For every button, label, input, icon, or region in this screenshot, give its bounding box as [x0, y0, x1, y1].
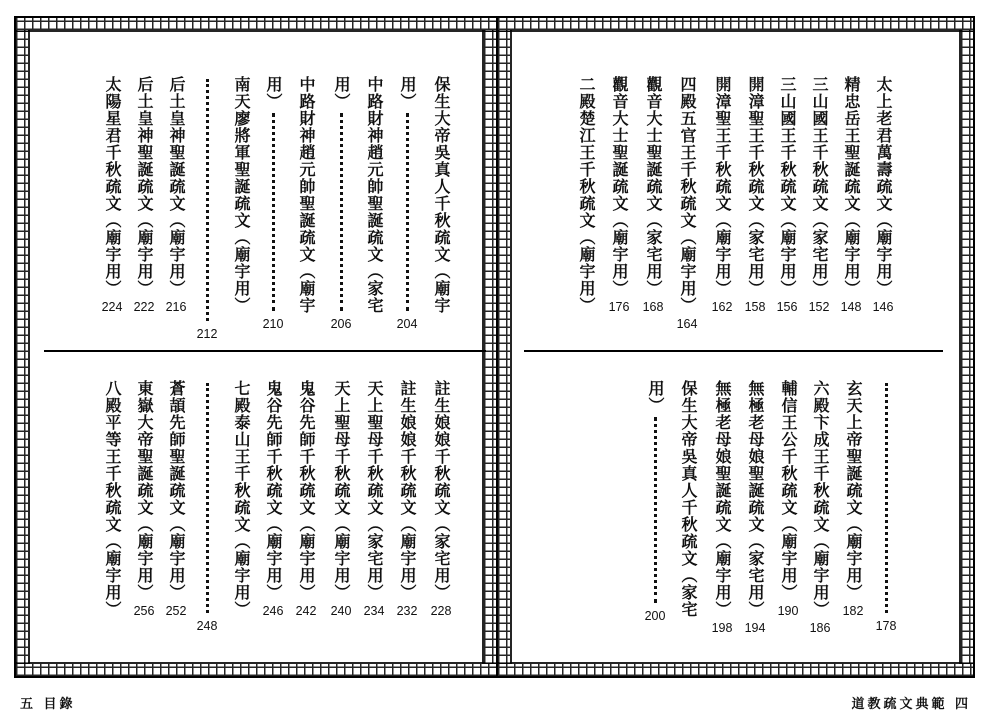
toc-page-number: 158	[744, 300, 766, 314]
toc-entry-title: 用）	[646, 380, 665, 414]
toc-page-number: 168	[642, 300, 664, 314]
toc-entry-title: 天上聖母千秋疏文（家宅用）	[365, 380, 384, 601]
toc-entry	[230, 380, 252, 618]
toc-page-number: 164	[676, 317, 698, 331]
right-page	[496, 16, 975, 678]
toc-page-number: 146	[872, 300, 894, 314]
toc-entry	[809, 380, 831, 635]
toc-page-number: 252	[165, 604, 187, 618]
toc-entry-title: 蒼頡先師聖誕疏文（廟宇用）	[167, 380, 186, 601]
fret-border-bottom	[16, 662, 496, 676]
toc-entry	[711, 76, 733, 314]
toc-entry-title: 后土皇神聖誕疏文（廟宇用）	[167, 76, 186, 297]
toc-page-number: 200	[644, 609, 666, 623]
toc-entry-title: 保生大帝吳真人千秋疏文（家宅	[679, 380, 698, 618]
toc-entry-title: 用）	[332, 76, 351, 110]
toc-entry-title: 中路財神趙元帥聖誕疏文（廟宇	[297, 76, 316, 314]
folio-left: 五 目錄	[20, 697, 76, 712]
toc-entry-title: 觀音大士聖誕疏文（家宅用）	[644, 76, 663, 297]
toc-page-number: 198	[711, 621, 733, 635]
toc-page-number: 182	[842, 604, 864, 618]
toc-entry-title: 用）	[264, 76, 283, 110]
dot-leader	[885, 383, 888, 613]
toc-entry-title: 用）	[398, 76, 417, 110]
fret-border-top	[16, 18, 496, 32]
fret-border-right	[482, 30, 496, 664]
toc-page-number: 156	[776, 300, 798, 314]
folio-right: 道教疏文典範 四	[851, 697, 971, 712]
toc-entry	[295, 380, 317, 618]
fret-border-left	[16, 30, 30, 664]
toc-entry-title: 太陽星君千秋疏文（廟宇用）	[103, 76, 122, 297]
toc-entry	[230, 76, 252, 314]
toc-page-number: 206	[330, 317, 352, 331]
toc-entry	[642, 76, 664, 314]
toc-entry	[808, 76, 830, 314]
dot-leader	[654, 417, 657, 603]
toc-entry-title: 七殿泰山王千秋疏文（廟宇用）	[232, 380, 251, 618]
toc-entry	[430, 380, 452, 618]
toc-page-number: 186	[809, 621, 831, 635]
toc-page-number: 162	[711, 300, 733, 314]
toc-entry-title: 輔信王公千秋疏文（廟宇用）	[779, 380, 798, 601]
toc-page-number: 152	[808, 300, 830, 314]
dot-leader	[406, 113, 409, 311]
toc-entry-title: 南天廖將軍聖誕疏文（廟宇用）	[232, 76, 251, 314]
toc-page-number: 204	[396, 317, 418, 331]
toc-entry-title: 玄天上帝聖誕疏文（廟宇用）	[844, 380, 863, 601]
dot-leader	[206, 79, 209, 321]
toc-entry	[744, 380, 766, 635]
toc-entry-title: 無極老母娘聖誕疏文（廟宇用）	[713, 380, 732, 618]
toc-entry-title: 二殿楚江王千秋疏文（廟宇用）	[577, 76, 596, 314]
toc-page-number: 190	[777, 604, 799, 618]
toc-entry-title: 東嶽大帝聖誕疏文（廟宇用）	[135, 380, 154, 601]
toc-entry-title: 四殿五官王千秋疏文（廟宇用）	[678, 76, 697, 314]
dot-leader	[340, 113, 343, 311]
toc-page-number: 248	[196, 619, 218, 633]
toc-entry	[644, 380, 666, 623]
toc-entry	[875, 380, 897, 633]
toc-entry-title: 鬼谷先師千秋疏文（廟宇用）	[297, 380, 316, 601]
toc-page-number: 232	[396, 604, 418, 618]
toc-entry	[262, 380, 284, 618]
toc-entry-title: 註生娘娘千秋疏文（家宅用）	[432, 380, 451, 601]
toc-page-number: 224	[101, 300, 123, 314]
toc-entry	[196, 76, 218, 341]
toc-page-number: 246	[262, 604, 284, 618]
toc-entry-title: 開漳聖王千秋疏文（廟宇用）	[713, 76, 732, 297]
toc-entry	[165, 76, 187, 314]
section-divider	[44, 350, 486, 352]
toc-page-number: 234	[363, 604, 385, 618]
toc-page-number: 222	[133, 300, 155, 314]
toc-entry	[575, 76, 597, 314]
toc-entry	[677, 380, 699, 618]
toc-page-number: 242	[295, 604, 317, 618]
toc-entry-title: 無極老母娘聖誕疏文（家宅用）	[746, 380, 765, 618]
toc-entry	[262, 76, 284, 331]
toc-entry	[842, 380, 864, 618]
toc-entry	[676, 76, 698, 331]
toc-entry-title: 保生大帝吳真人千秋疏文（廟宇	[432, 76, 451, 314]
toc-entry	[777, 380, 799, 618]
toc-page-number: 148	[840, 300, 862, 314]
toc-entry	[133, 380, 155, 618]
toc-entry-title: 太上老君萬壽疏文（廟宇用）	[874, 76, 893, 297]
fret-border-right	[959, 30, 973, 664]
toc-entry	[776, 76, 798, 314]
toc-entry	[363, 76, 385, 314]
toc-page-number: 178	[875, 619, 897, 633]
toc-entry	[363, 380, 385, 618]
toc-entry-title: 中路財神趙元帥聖誕疏文（家宅	[365, 76, 384, 314]
dot-leader	[272, 113, 275, 311]
toc-entry	[744, 76, 766, 314]
toc-entry-title: 后土皇神聖誕疏文（廟宇用）	[135, 76, 154, 297]
toc-entry	[196, 380, 218, 633]
toc-entry-title: 開漳聖王千秋疏文（家宅用）	[746, 76, 765, 297]
toc-page-number: 176	[608, 300, 630, 314]
toc-page-number: 194	[744, 621, 766, 635]
toc-entry-title: 註生娘娘千秋疏文（廟宇用）	[398, 380, 417, 601]
toc-page-number: 210	[262, 317, 284, 331]
section-divider	[524, 350, 943, 352]
fret-border-left	[498, 30, 512, 664]
toc-page-number: 216	[165, 300, 187, 314]
toc-page-number: 228	[430, 604, 452, 618]
toc-entry	[430, 76, 452, 314]
toc-entry-title: 六殿卞成王千秋疏文（廟宇用）	[811, 380, 830, 618]
toc-entry	[396, 76, 418, 331]
fret-border-bottom	[498, 662, 973, 676]
toc-page-number: 256	[133, 604, 155, 618]
toc-entry	[133, 76, 155, 314]
fret-border-top	[498, 18, 973, 32]
left-page	[14, 16, 498, 678]
toc-entry-title: 天上聖母千秋疏文（廟宇用）	[332, 380, 351, 601]
toc-entry	[101, 380, 123, 618]
toc-page-number: 212	[196, 327, 218, 341]
toc-entry	[165, 380, 187, 618]
dot-leader	[206, 383, 209, 613]
toc-entry	[396, 380, 418, 618]
toc-entry	[711, 380, 733, 635]
toc-entry-title: 精忠岳王聖誕疏文（廟宇用）	[842, 76, 861, 297]
toc-entry-title: 觀音大士聖誕疏文（廟宇用）	[610, 76, 629, 297]
toc-entry	[295, 76, 317, 314]
toc-page-number: 240	[330, 604, 352, 618]
toc-entry-title: 三山國王千秋疏文（廟宇用）	[778, 76, 797, 297]
toc-entry-title: 八殿平等王千秋疏文（廟宇用）	[103, 380, 122, 618]
toc-entry	[330, 380, 352, 618]
toc-entry	[872, 76, 894, 314]
toc-entry	[101, 76, 123, 314]
toc-entry	[840, 76, 862, 314]
toc-entry	[608, 76, 630, 314]
toc-entry-title: 鬼谷先師千秋疏文（廟宇用）	[264, 380, 283, 601]
toc-entry-title: 三山國王千秋疏文（家宅用）	[810, 76, 829, 297]
toc-entry	[330, 76, 352, 331]
